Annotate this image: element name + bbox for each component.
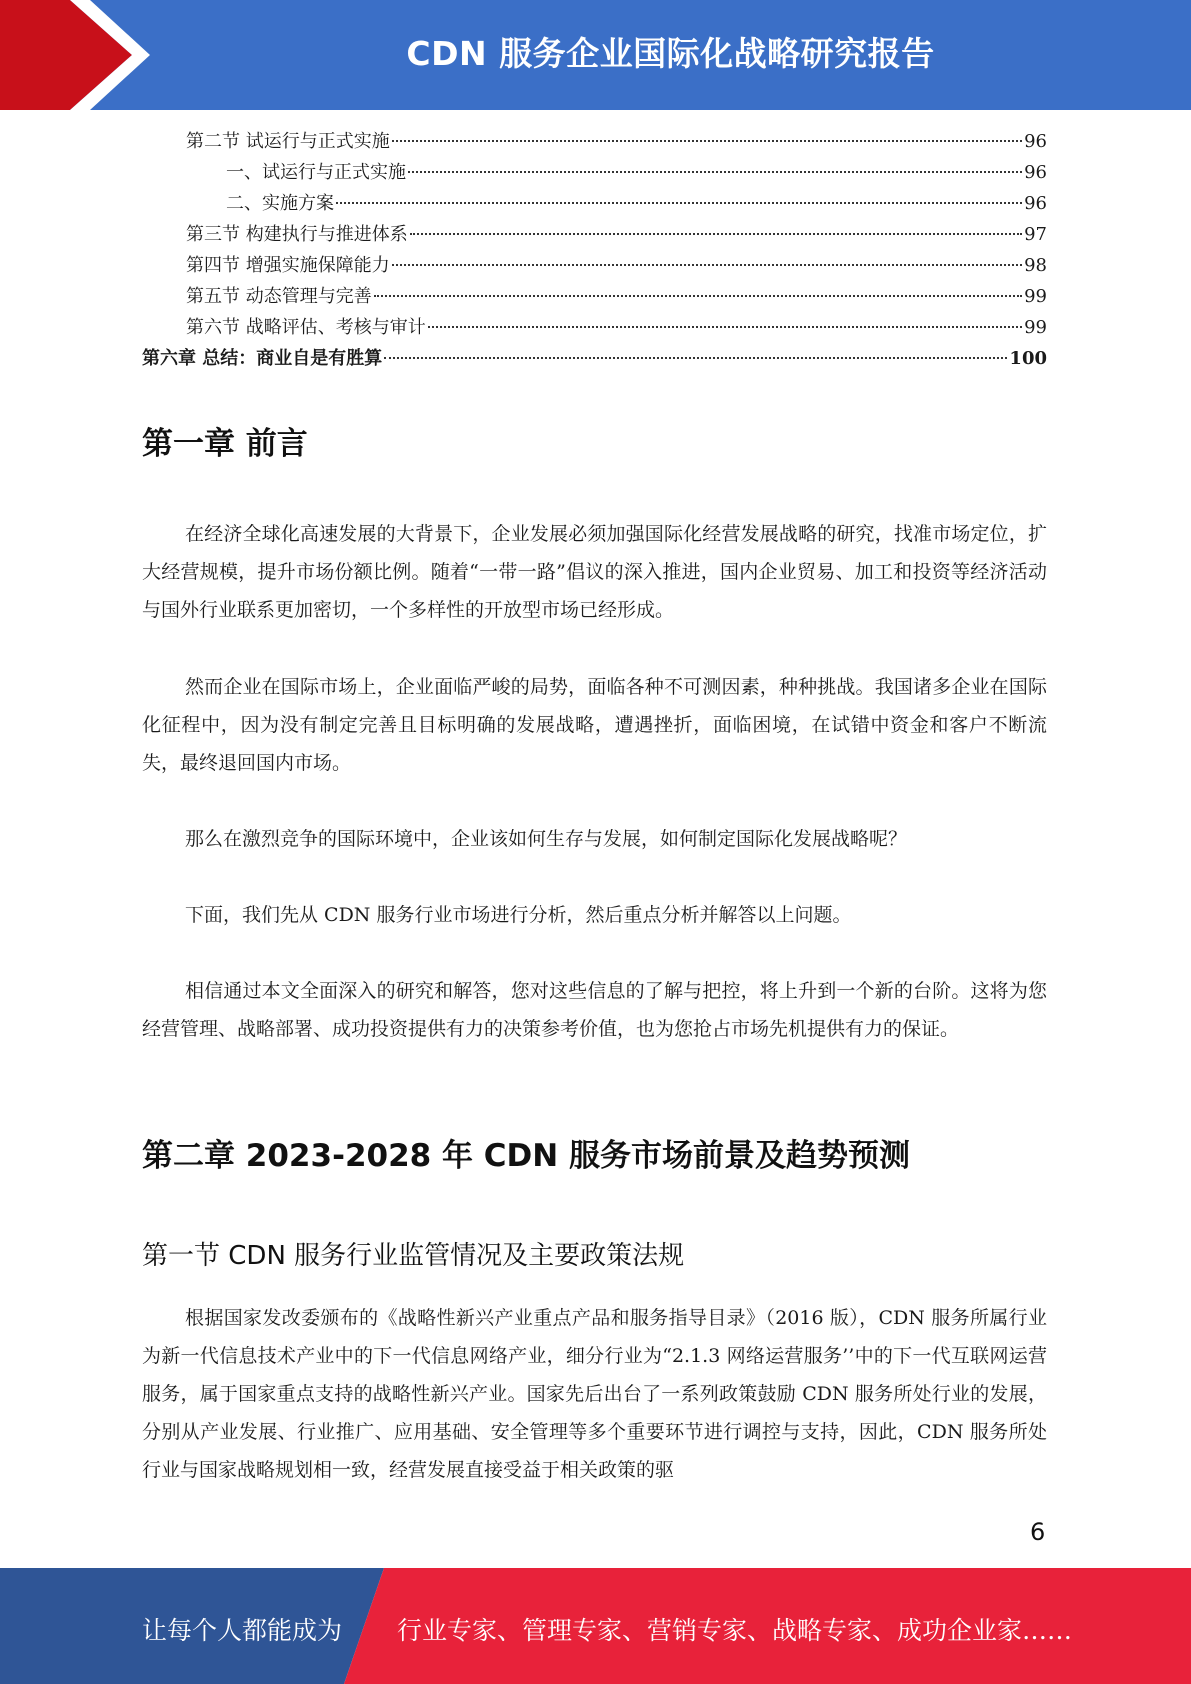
toc-page: 97 xyxy=(1024,224,1047,245)
chapter-1-paragraph: 下面，我们先从 CDN 服务行业市场进行分析，然后重点分析并解答以上问题。 xyxy=(185,904,852,926)
page-header xyxy=(0,0,1191,110)
toc-label: 二、实施方案 xyxy=(226,193,334,214)
toc-row[interactable] xyxy=(142,251,1047,282)
header-arrow-decoration xyxy=(0,0,160,110)
toc-label: 第六章 总结：商业自是有胜算 xyxy=(142,348,383,369)
toc-label: 一、试运行与正式实施 xyxy=(226,162,406,183)
toc-label: 第二节 试运行与正式实施 xyxy=(186,131,390,152)
chapter-1-heading: 第一章 前言 xyxy=(142,426,308,462)
toc-leader-dots xyxy=(336,202,1022,204)
toc-leader-dots xyxy=(392,140,1022,142)
section-1-heading: 第一节 CDN 服务行业监管情况及主要政策法规 xyxy=(142,1241,685,1271)
footer-slogan-right: 行业专家、管理专家、营销专家、战略专家、成功企业家…… xyxy=(397,1616,1073,1645)
chapter-1-paragraph: 相信通过本文全面深入的研究和解答，您对这些信息的了解与把控，将上升到一个新的台阶。这将为您经营管理、战略部署、成功投资提供有力的决策参考价值，也为您抢占市场先机提供有力的保证。 xyxy=(142,980,1047,1040)
toc-label: 第四节 增强实施保障能力 xyxy=(186,255,390,276)
toc-leader-dots xyxy=(408,171,1022,173)
toc-label: 第五节 动态管理与完善 xyxy=(186,286,372,307)
toc-label: 第六节 战略评估、考核与审计 xyxy=(186,317,426,338)
toc-page: 100 xyxy=(1009,348,1047,369)
table-of-contents xyxy=(142,127,1047,375)
toc-row[interactable] xyxy=(142,189,1047,220)
toc-leader-dots xyxy=(374,295,1022,297)
section-1-paragraph: 根据国家发改委颁布的《战略性新兴产业重点产品和服务指导目录》（2016 版），CDN 服务所属行业为新一代信息技术产业中的下一代信息网络产业，细分行业为“2.1.3 网络运营服务’’中的下一代互联网运营服务，属于国家重点支持的战略性新兴产业。国家先后出台了一系列政策鼓励 CDN 服务所处行业的发展，分别从产业发展、行业推广、应用基础、安全管理等多个重要环节进行调控与支持，因此，CDN 服务所处行业与国家战略规划相一致，经营发展直接受益于相关政策的驱 xyxy=(142,1307,1047,1481)
header-title: CDN 服务企业国际化战略研究报告 xyxy=(406,34,935,73)
toc-row[interactable] xyxy=(142,158,1047,189)
chapter-1-paragraph: 然而企业在国际市场上，企业面临严峻的局势，面临各种不可测因素，种种挑战。我国诸多企业在国际化征程中，因为没有制定完善且目标明确的发展战略，遭遇挫折，面临困境，在试错中资金和客户不断流失，最终退回国内市场。 xyxy=(142,676,1047,774)
toc-leader-dots xyxy=(392,264,1022,266)
toc-page: 99 xyxy=(1024,317,1047,338)
toc-row[interactable] xyxy=(142,220,1047,251)
toc-row[interactable] xyxy=(142,344,1047,375)
page-footer xyxy=(0,1568,1191,1684)
toc-row[interactable] xyxy=(142,313,1047,344)
page-number: 6 xyxy=(1030,1518,1046,1546)
toc-leader-dots xyxy=(410,233,1022,235)
chapter-2-heading: 第二章 2023-2028 年 CDN 服务市场前景及趋势预测 xyxy=(142,1138,911,1174)
toc-page: 96 xyxy=(1024,193,1047,214)
toc-row[interactable] xyxy=(142,127,1047,158)
toc-label: 第三节 构建执行与推进体系 xyxy=(186,224,408,245)
toc-page: 98 xyxy=(1024,255,1047,276)
toc-page: 96 xyxy=(1024,162,1047,183)
chapter-1-paragraph: 在经济全球化高速发展的大背景下，企业发展必须加强国际化经营发展战略的研究，找准市场定位，扩大经营规模，提升市场份额比例。随着“一带一路”倡议的深入推进，国内企业贸易、加工和投资等经济活动与国外行业联系更加密切，一个多样性的开放型市场已经形成。 xyxy=(142,523,1047,621)
toc-page: 96 xyxy=(1024,131,1047,152)
footer-slogan-left: 让每个人都能成为 xyxy=(142,1616,343,1645)
toc-leader-dots xyxy=(428,326,1022,328)
toc-row[interactable] xyxy=(142,282,1047,313)
toc-leader-dots xyxy=(384,357,1007,359)
chapter-1-paragraph: 那么在激烈竞争的国际环境中，企业该如何生存与发展，如何制定国际化发展战略呢？ xyxy=(185,828,908,850)
toc-page: 99 xyxy=(1024,286,1047,307)
